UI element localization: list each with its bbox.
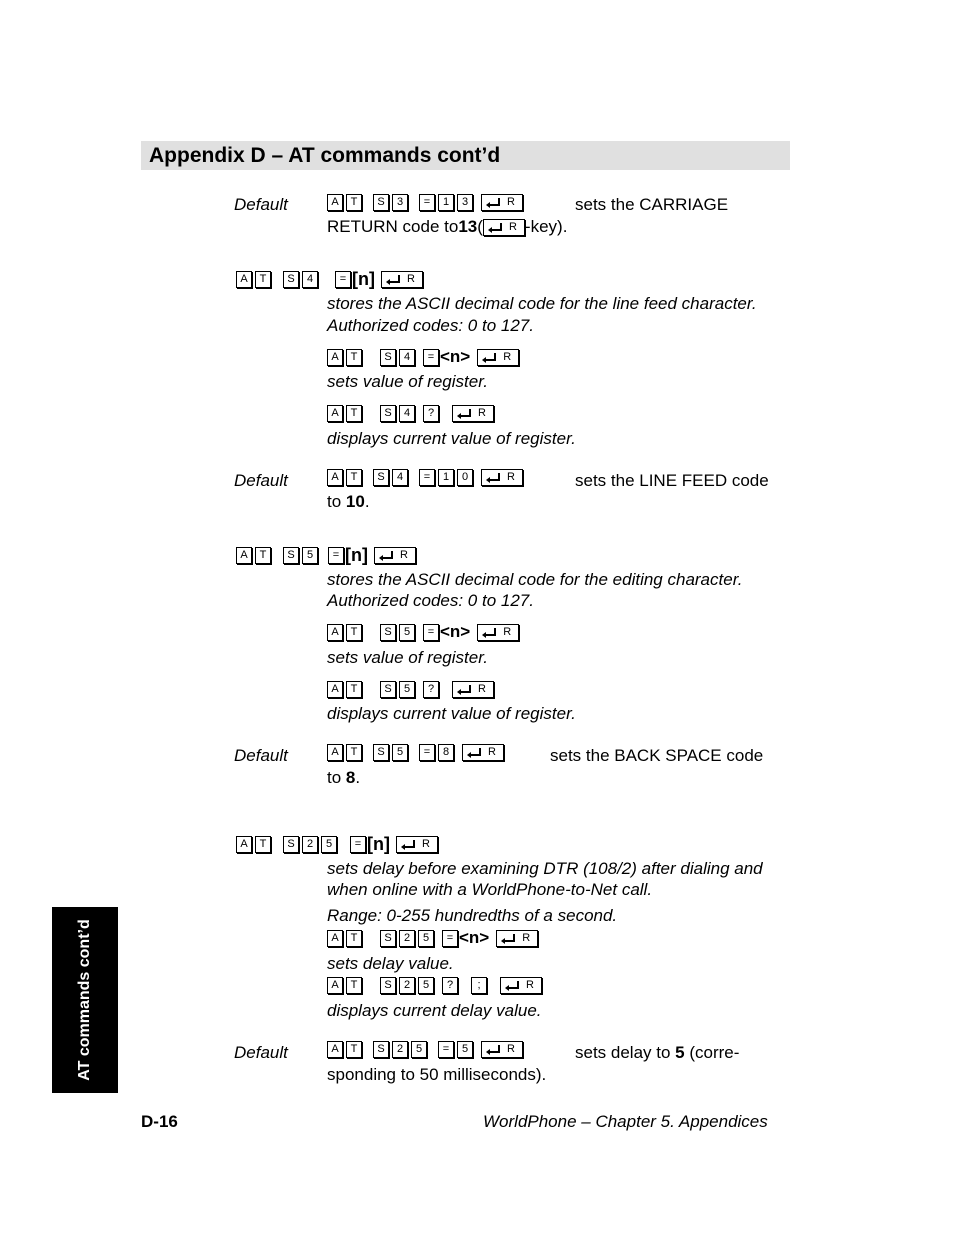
s4-query-sequence (327, 402, 497, 424)
key-t: T (346, 930, 362, 947)
s25-default-value: 5 (675, 1043, 685, 1062)
s3-default-key-sequence (327, 191, 526, 213)
key-s: S (373, 1041, 389, 1058)
key-t: T (346, 194, 362, 211)
default-label: Default (234, 471, 288, 490)
default-label: Default (234, 195, 288, 214)
s4-query-description: displays current value of register. (327, 429, 576, 448)
key-a: A (236, 836, 252, 853)
key-equals: = (442, 930, 458, 947)
s5-query-sequence (327, 678, 497, 700)
key-equals: = (335, 271, 351, 288)
key-5: 5 (418, 977, 434, 994)
key-2: 2 (302, 836, 318, 853)
s5-default-text: sets the BACK SPACE code (550, 746, 764, 765)
key-5: 5 (392, 744, 408, 761)
s25-default-text (575, 1042, 739, 1064)
n-parameter: [n] (367, 834, 390, 854)
s3-default-text-d: -key). (524, 217, 568, 236)
key-2: 2 (392, 1041, 408, 1058)
s25-description-line2: when online with a WorldPhone-to-Net call. (327, 880, 653, 899)
s4-description: stores the ASCII decimal code for the line feed character. (327, 294, 757, 313)
key-s: S (380, 681, 396, 698)
enter-key-icon: R (483, 219, 525, 236)
s5-default-text-b: to (327, 768, 346, 787)
key-3: 3 (392, 194, 408, 211)
s25-default-text-a: sets delay to (575, 1043, 676, 1062)
s5-set-description: sets value of register. (327, 648, 488, 667)
s3-default-text-line2 (327, 216, 567, 238)
enter-key-icon: R (462, 744, 504, 761)
enter-key-icon: R (481, 194, 523, 211)
key-a: A (327, 349, 343, 366)
enter-key-icon: R (481, 1041, 523, 1058)
key-t: T (255, 547, 271, 564)
key-a: A (327, 744, 343, 761)
key-s: S (380, 349, 396, 366)
key-3: 3 (457, 194, 473, 211)
key-t: T (346, 681, 362, 698)
key-4: 4 (302, 271, 318, 288)
s5-query-description: displays current value of register. (327, 704, 576, 723)
key-question: ? (423, 681, 439, 698)
s25-query-description: displays current delay value. (327, 1001, 542, 1020)
s5-default-value: 8 (345, 768, 356, 787)
key-t: T (346, 349, 362, 366)
enter-key-icon: R (452, 681, 494, 698)
enter-key-icon: R (481, 469, 523, 486)
key-5: 5 (321, 836, 337, 853)
s4-default-text: sets the LINE FEED code (575, 471, 769, 490)
key-s: S (283, 547, 299, 564)
enter-key-icon: R (496, 930, 538, 947)
s4-set-description: sets value of register. (327, 372, 488, 391)
s5-default-key-sequence (327, 741, 507, 763)
key-a: A (327, 194, 343, 211)
key-a: A (327, 1041, 343, 1058)
page-number: D-16 (141, 1112, 178, 1131)
s25-set-sequence (327, 927, 541, 949)
key-equals: = (423, 349, 439, 366)
s3-default-text-b: RETURN code to (327, 217, 459, 236)
key-5: 5 (399, 681, 415, 698)
s5-command-heading (236, 544, 419, 566)
key-s: S (373, 744, 389, 761)
side-tab-label: AT commands cont’d (76, 919, 93, 1081)
n-value: <n> (440, 622, 471, 641)
s4-default-value: 10 (345, 492, 365, 511)
key-t: T (346, 744, 362, 761)
key-4: 4 (399, 405, 415, 422)
default-label: Default (234, 1043, 288, 1062)
s3-default-value: 13 (458, 217, 478, 236)
key-question: ? (442, 977, 458, 994)
key-equals: = (419, 744, 435, 761)
key-8: 8 (438, 744, 454, 761)
key-5: 5 (302, 547, 318, 564)
n-value: <n> (440, 347, 471, 366)
s25-set-description: sets delay value. (327, 954, 454, 973)
key-5: 5 (457, 1041, 473, 1058)
key-semicolon: ; (471, 977, 487, 994)
s25-default-key-sequence (327, 1038, 526, 1060)
key-2: 2 (399, 930, 415, 947)
key-1: 1 (438, 194, 454, 211)
key-t: T (346, 977, 362, 994)
s25-description: sets delay before examining DTR (108/2) after dialing and (327, 859, 763, 878)
s4-default-text-b: to (327, 492, 346, 511)
section-header (141, 141, 790, 170)
key-s: S (380, 977, 396, 994)
key-a: A (327, 681, 343, 698)
key-s: S (380, 930, 396, 947)
n-value: <n> (459, 928, 490, 947)
enter-key-icon: R (374, 547, 416, 564)
footer-chapter: WorldPhone – Chapter 5. Appendices (483, 1112, 768, 1131)
page-title: Appendix D – AT commands cont’d (149, 144, 501, 167)
key-t: T (346, 1041, 362, 1058)
enter-key-icon: R (396, 836, 438, 853)
key-5: 5 (418, 930, 434, 947)
key-s: S (380, 405, 396, 422)
key-4: 4 (392, 469, 408, 486)
s4-default-key-sequence (327, 466, 526, 488)
n-parameter: [n] (345, 545, 368, 565)
key-a: A (327, 469, 343, 486)
s5-description: stores the ASCII decimal code for the editing character. (327, 570, 743, 589)
key-equals: = (423, 624, 439, 641)
s5-default-text-c: . (355, 768, 361, 787)
key-a: A (327, 977, 343, 994)
s3-default-text-c: ( (477, 217, 483, 236)
s4-set-sequence (327, 346, 522, 368)
chapter-side-tab (52, 907, 118, 1093)
key-s: S (283, 836, 299, 853)
n-parameter: [n] (352, 269, 375, 289)
enter-key-icon: R (500, 977, 542, 994)
key-a: A (236, 271, 252, 288)
key-a: A (327, 930, 343, 947)
s25-query-sequence (327, 974, 545, 996)
key-question: ? (423, 405, 439, 422)
s5-default-text-line2 (327, 767, 360, 789)
key-equals: = (419, 194, 435, 211)
enter-key-icon: R (477, 349, 519, 366)
key-equals: = (438, 1041, 454, 1058)
key-5: 5 (399, 624, 415, 641)
s25-default-text-line2: sponding to 50 milliseconds). (327, 1065, 547, 1084)
enter-key-icon: R (477, 624, 519, 641)
key-t: T (346, 469, 362, 486)
key-s: S (373, 194, 389, 211)
enter-key-icon: R (452, 405, 494, 422)
key-equals: = (419, 469, 435, 486)
s4-command-heading (236, 268, 426, 290)
key-0: 0 (457, 469, 473, 486)
key-equals: = (328, 547, 344, 564)
s25-default-text-b: (corre- (684, 1043, 740, 1062)
key-a: A (236, 547, 252, 564)
s3-default-text: sets the CARRIAGE (575, 195, 729, 214)
s4-authorized-codes: Authorized codes: 0 to 127. (327, 316, 534, 335)
key-s: S (373, 469, 389, 486)
key-s: S (380, 624, 396, 641)
s4-default-text-line2 (327, 491, 370, 513)
key-a: A (327, 624, 343, 641)
key-1: 1 (438, 469, 454, 486)
key-4: 4 (399, 349, 415, 366)
s4-default-text-c: . (364, 492, 370, 511)
key-t: T (346, 624, 362, 641)
s5-set-sequence (327, 621, 522, 643)
s5-authorized-codes: Authorized codes: 0 to 127. (327, 591, 534, 610)
s25-range: Range: 0-255 hundredths of a second. (327, 906, 618, 925)
key-t: T (255, 271, 271, 288)
enter-key-icon: R (381, 271, 423, 288)
key-t: T (346, 405, 362, 422)
default-label: Default (234, 746, 288, 765)
key-a: A (327, 405, 343, 422)
key-equals: = (350, 836, 366, 853)
s25-command-heading (236, 833, 441, 855)
key-2: 2 (399, 977, 415, 994)
key-5: 5 (411, 1041, 427, 1058)
key-s: S (283, 271, 299, 288)
key-t: T (255, 836, 271, 853)
